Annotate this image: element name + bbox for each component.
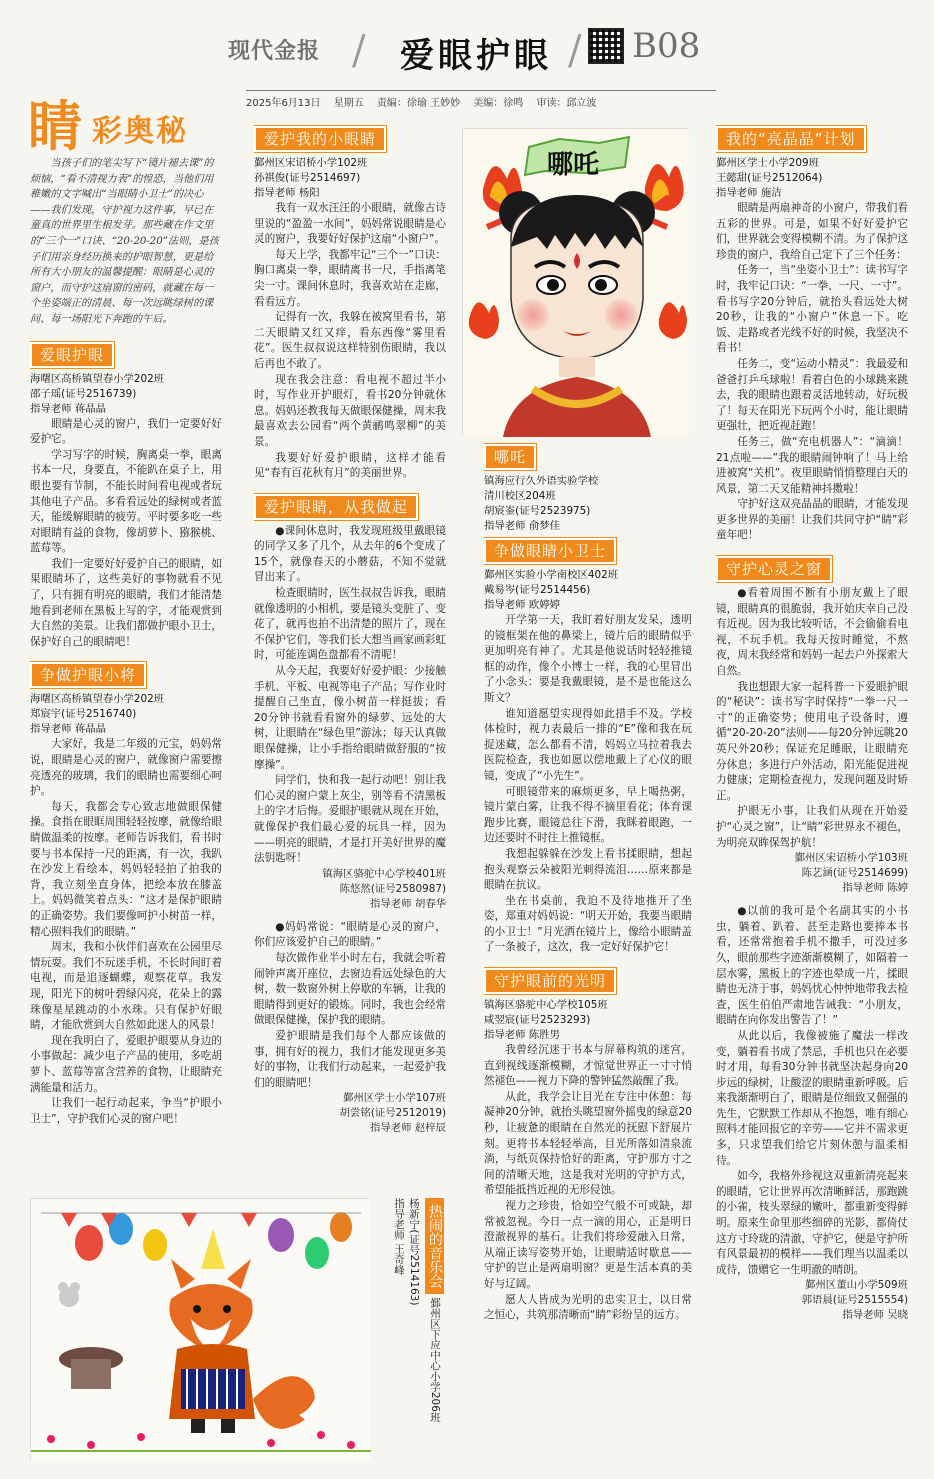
article xyxy=(716,552,908,1331)
paragraph: 任务二，变“运动小精灵”：我最爱和爸爸打乒乓球啦！看着白色的小球跳来跳去，我的眼睛也跟着灵活地转动，好玩极了！每天在阳光下玩两个小时，能让眼睛更强壮，把近视赶跑！ xyxy=(716,357,908,433)
paragraph: 我有一双水汪汪的小眼睛，就像古诗里说的“盈盈一水间”，妈妈常说眼睛是心灵的窗户，我要好好保护这扇“小窗户”。 xyxy=(254,202,446,246)
masthead xyxy=(222,22,712,84)
paragraph: ●看着周围不断有小朋友戴上了眼镜，眼睛真的很脆弱，我开始庆幸自己没有近视。因为我比较听话，不会偷偷看电视，不玩手机。我每天按时睡觉，不熬夜，周末我经常和妈妈一起去户外探索大自然。 xyxy=(716,587,908,678)
section-title: 爱眼护眼 xyxy=(400,36,552,76)
signature: 郭语晨(证号2515554) xyxy=(801,1294,908,1307)
paragraph: 开学第一天，我盯着好朋友发呆，透明的镜框架在他的鼻梁上，镜片后的眼睛似乎更加明亮有神了。尤其是他说话时轻轻推镜框的动作，像个小博士一样，我的心里冒出了小念头：要是我戴眼镜，是不是也能这么斯文？ xyxy=(484,614,692,704)
paragraph: 谁知道愿望实现得如此措手不及。学校体检时，视力表最后一排的“E”像和我在玩捉迷藏，怎么都看不清，妈妈立马拉着我去医院检查，我也如愿以偿地戴上了心仪的眼镜，变成了“小先生”。 xyxy=(484,707,692,782)
article xyxy=(254,490,446,1145)
byline: 鄞州区宋诏桥小学102班 xyxy=(254,157,368,169)
article xyxy=(484,534,692,964)
paragraph: ●课间休息时，我发现班级里戴眼镜的同学又多了几个，从去年的6个变成了15个，就像春天的小蘑菇，不知不觉就冒出来了。 xyxy=(254,524,446,584)
paragraph: 眼睛是心灵的窗户，我们一定要好好爱护它。 xyxy=(30,417,222,446)
signature: 指导老师 陈婷 xyxy=(842,882,908,895)
article-title: 爱护我的小眼睛 xyxy=(254,126,386,152)
paragraph: 检查眼睛时，医生叔叔告诉我，眼睛就像透明的小相机，要是镜头变脏了、变花了，就再也拍不出清楚的照片了，现在不保护它们，等我们长大想当画家画彩虹时，可能连调色盘都看不清呢！ xyxy=(254,587,446,662)
paragraph: 眼睛是两扇神奇的小窗户，带我们看五彩的世界。可是，如果不好好爱护它们，世界就会变得模糊不清。为了保护这珍贵的窗户，我给自己定下了三个任务： xyxy=(716,202,908,261)
caption-title: 哪吒 xyxy=(484,444,536,470)
paragraph: 学习写字的时候，胸离桌一拳，眼离书本一尺，身要直，不能趴在桌子上，用眼也要有节制，不能长时间看电视或者玩其他电子产品。多看看远处的绿树或者蓝天，能缓解眼睛的疲劳。平时要多吃一些对眼睛有益的食物，像胡萝卜、猕猴桃、蓝莓等。 xyxy=(30,448,222,555)
byline: 指导老师 杨阳 xyxy=(254,187,320,199)
page-number: B08 xyxy=(632,26,701,66)
paragraph: 守护好这双亮晶晶的眼睛，才能发现更多世界的美丽！让我们共同守护“睛”彩童年吧！ xyxy=(716,498,908,542)
signature: 鄞州区宋诏桥小学103班 xyxy=(794,852,908,865)
article xyxy=(716,122,908,552)
paragraph: 可眼镜带来的麻烦更多，早上喝热粥，镜片蒙白雾，让我不得不摘里看花；体育课跑步比赛，眼镜总往下滑，我眯着眼跑，一边还要时不时往上推镜框。 xyxy=(484,785,692,845)
fox-drawing xyxy=(30,1198,370,1460)
paper-name: 现代金报 xyxy=(228,38,321,64)
column-3 xyxy=(484,440,692,1470)
dateline: 2025年6月13日 星期五 责编：徐瑜 王妙妙 美编：徐鸣 审读：邱立波 xyxy=(246,90,716,109)
paragraph: 愿人人皆成为光明的忠实卫士，以日常之恒心，共筑那清晰而“睛”彩纷呈的远方。 xyxy=(484,1293,692,1322)
paragraph: ●以前的我可是个名副其实的小书虫，躺着、趴着、甚至走路也要捧本书看，还常常抱着手机不撒手，可没过多久，眼前那些字迹渐渐模糊了，如隔着一层水雾，黑板上的字迹也晕成一片，揉眼睛也无济于事，妈妈忧心忡忡地带我去检查，医生伯伯严肃地告诫我：“小朋友，眼睛在向你发出警告了！” xyxy=(716,905,908,1027)
intro-text: 当孩子们的笔尖写下“镜片褪去课”的烦恼，“看不清视力表”的惶恐，当他们用稚嫩的文字喊出“当眼睛小卫士”的决心——我们发现，守护视力这件事，早已在童真的世界里生根发芽。那些藏在作文里的“三个一”口诀、“20-20-20”法则，是孩子们用亲身经历换来的护眼智慧，更是给所有大小朋友的温馨提醒：眼睛是心灵的窗户，而守护这扇窗的密码，就藏在每一个坐姿端正的清晨、每一次远眺绿树的课间、每一场阳光下奔跑的午后。 xyxy=(30,158,219,325)
article xyxy=(254,122,446,490)
article-title: 争做护眼小将 xyxy=(30,662,146,688)
section-logo: 睛 彩奥秘 xyxy=(28,94,188,158)
drawing-caption: 哪吒 镇海应行久外语实验学校 清川校区204班 胡宸崟(证号2523975) 指导老师 俞梦佳 xyxy=(484,440,692,534)
spacer xyxy=(716,544,908,552)
column-4 xyxy=(716,122,908,1467)
paragraph: 任务一，当“坐姿小卫士”：读书写字时，我牢记口诀：“一拳、一尺、一寸”。看书写字20分钟后，就抬头看远处大树20秒，让我的“小窗户”休息一下。吃饭、走路或者光线不好的时候，我坚决不看书！ xyxy=(716,264,908,355)
paragraph: 现在我明白了，爱眼护眼要从身边的小事做起：减少电子产品的使用，多吃胡萝卜、蓝莓等富含营养的食物，让眼睛充满能量和活力。 xyxy=(30,1034,222,1094)
spacer xyxy=(30,650,222,658)
signature: 指导老师 赵梓辰 xyxy=(369,1122,446,1135)
paragraph: 同学们，快和我一起行动吧！别让我们心灵的窗户蒙上灰尘，别等看不清黑板上的字才后悔。爱眼护眼就从现在开始，就像保护我们最心爱的玩具一样，因为——明亮的眼睛，才是打开美好世界的魔法钥匙呀！ xyxy=(254,774,446,865)
article xyxy=(484,964,692,1332)
article-title: 守护眼前的光明 xyxy=(484,968,616,994)
byline: 鄞州区实验小学南校区402班 xyxy=(484,569,619,581)
paragraph: 护眼无小事，让我们从现在开始爱护“心灵之窗”，让“睛”彩世界永不褪色，为明亮双眸保驾护航！ xyxy=(716,805,908,849)
byline: 海曙区高桥镇望春小学202班 xyxy=(30,372,165,385)
signature: 陈艺涵(证号2514699) xyxy=(801,867,908,880)
paragraph: 周末，我和小伙伴们喜欢在公园里尽情玩耍。我们不玩迷手机，不长时间盯着电视，而是追逐蝴蝶，观察花草。我发现，阳光下的树叶碧绿闪亮，花朵上的露珠像星星跳动的小水珠。只有保护好眼睛，才能欣赏到大自然如此迷人的风景！ xyxy=(30,941,222,1032)
drawing-banner-text: 哪吒 xyxy=(547,150,600,180)
signature: 指导老师 胡春华 xyxy=(369,897,446,910)
article-title: 爱护眼睛，从我做起 xyxy=(254,494,418,520)
byline: 镇海区骆驼中心学校105班 xyxy=(484,999,608,1012)
byline: 咸翌宸(证号2523293) xyxy=(484,1014,591,1027)
paragraph: 从此以后，我像被施了魔法一样改变，躺着看书成了禁忌，手机也只在必要时才用，每看30分钟书就坚决起身向20步远的绿树，让酸涩的眼睛重新呼吸。后来我渐渐明白了，眼睛是位细致又倔强的先生，它默默工作却从不抱怨，唯有细心照料才能回报它的辛劳——它并不需求更多，只求望我们给它片刻休憩与温柔相待。 xyxy=(716,1029,908,1167)
byline: 指导老师 欧婷婷 xyxy=(484,599,561,611)
article xyxy=(30,338,222,659)
byline: 指导老师 施洁 xyxy=(716,187,782,199)
spacer xyxy=(716,1323,908,1331)
paragraph: 我要好好爱护眼睛，这样才能看见“春有百花秋有月”的美丽世界。 xyxy=(254,451,446,480)
paragraph: 我们一定要好好爱护自己的眼睛，如果眼睛坏了，这些美好的事物就看不见了，只有拥有明亮的眼睛，我们才能清楚地看到老师在黑板上写的字，才能观赏到大自然的美景。让我们都做护眼小卫士，保护好自己的眼睛吧！ xyxy=(30,557,222,648)
paragraph: 每天上学，我都牢记“三个一”口诀：胸口离桌一拳，眼睛离书一尺，手指离笔尖一寸。课间休息时，我喜欢站在走廊，看看远方。 xyxy=(254,248,446,308)
byline: 王懿甜(证号2512064) xyxy=(716,172,823,184)
paragraph: 我也想跟大家一起科普一下爱眼护眼的“秘诀”：读书写字时保持“一拳一尺一寸”的正确姿势；使用电子设备时，遵循“20-20-20”法则——每20分钟远眺20英尺外20秒；保证充足睡眠，让眼睛充分休息；多进行户外活动，阳光能促进视力健康；定期检查视力，发现问题及时矫正。 xyxy=(716,680,908,802)
byline: 郑宸宇(证号2516740) xyxy=(30,708,137,721)
byline: 指导老师 蒋晶晶 xyxy=(30,723,107,736)
signature: 镇海区骆驼中心学校401班 xyxy=(322,867,446,880)
paragraph: 每次做作业半小时左右，我就会听着闹钟声离开座位，去窗边看远处绿色的大树，数一数窗外树上停歇的车辆，让我的眼睛得到更好的锻炼。同时，我也会经常做眼保健操，保护我的眼睛。 xyxy=(254,951,446,1027)
article-title: 我的“亮晶晶”计划 xyxy=(716,126,866,152)
article-title: 守护心灵之窗 xyxy=(716,556,832,582)
paragraph: 大家好，我是二年级的元宝，妈妈常说，眼睛是心灵的窗户，就像窗户需要擦亮透亮的玻璃，我们的眼睛也需要细心呵护。 xyxy=(30,738,222,798)
spacer xyxy=(254,482,446,490)
byline: 邵子瑶(证号2516739) xyxy=(30,387,137,400)
paragraph: ●妈妈常说：“眼睛是心灵的窗户，你们应该爱护自己的眼睛。” xyxy=(254,920,446,949)
article xyxy=(30,658,222,1135)
paragraph: 坐在书桌前，我迫不及待地推开了坐姿，郑重对妈妈说：“明天开始，我要当眼睛的小卫士！”月光洒在镜片上，像给小眼睛盖了一条被子，这次，我一定好好保护它！ xyxy=(484,894,692,954)
article-title: 爱眼护眼 xyxy=(30,342,114,368)
column-1 xyxy=(30,156,222,1186)
masthead-divider: / xyxy=(352,28,366,74)
byline: 指导老师 蒋晶晶 xyxy=(30,402,107,415)
paragraph: 如今，我格外珍视这双重新清亮起来的眼睛，它让世界再次清晰鲜活，那跑跳的小雀，枝头翠绿的嫩叶，都重新变得鲜明。原来生命里那些细碎的光影，都倚仗这方寸玲珑的清澈，守护它，便是守护所有风景最初的模样——我们理当以温柔以成待，馈赠它一生明澈的晴朗。 xyxy=(716,1170,908,1276)
signature: 鄞州区学士小学107班 xyxy=(343,1092,446,1105)
signature: 陈悠然(证号2580987) xyxy=(339,882,446,895)
masthead-divider: / xyxy=(568,28,582,74)
paragraph: 让我们一起行动起来，争当“护眼小卫士”，守护我们心灵的窗户吧！ xyxy=(30,1097,222,1125)
spacer xyxy=(254,912,446,920)
qr-code-icon[interactable] xyxy=(588,28,624,64)
fox-caption: 热闹的音乐会 鄞州区下应中心小学206班 杨新宁(证号2514163) 指导老师 王奇峰 xyxy=(393,1198,443,1423)
signature: 胡尝铭(证号2512019) xyxy=(339,1107,446,1120)
paragraph: 从此，我学会让目光在专注中休憩：每凝神20分钟，就抬头眺望窗外摇曳的绿意20秒，让疲惫的眼睛在自然光的抚慰下舒展片刻。更将书本轻轻举高，目光所落如清泉流淌，与纸页保持恰好的距离，守护那方寸之间的清晰天地，这是我对光明的守护方式，希望能抵挡近视的无形侵蚀。 xyxy=(484,1090,692,1197)
nezha-drawing xyxy=(462,128,688,436)
paragraph: 爱护眼睛是我们每个人都应该做的事，拥有好的视力，我们才能发现更多美好的事物，让我们行动起来，一起爱护我们的眼睛吧！ xyxy=(254,1029,446,1089)
byline: 孙祺俊(证号2514697) xyxy=(254,172,361,184)
spacer xyxy=(484,1324,692,1332)
paragraph: 任务三，做“充电机器人”：“滴滴！21点啦——”我的眼睛闹钟响了！马上给进被窝“关机”。夜里眼睛悄悄整理白天的风景，第二天又能精神抖擞啦！ xyxy=(716,435,908,495)
paragraph: 现在我会注意：看电视不超过半小时，写作业开护眼灯，看书20分钟就休息。妈妈还教我每天做眼保健操，周末我最喜欢去公园看“两个黄鹂鸣翠柳”的美景。 xyxy=(254,373,446,448)
spacer xyxy=(30,1127,222,1135)
spacer xyxy=(254,1136,446,1144)
paragraph: 从今天起，我要好好爱护眼：少接触手机、平板、电视等电子产品；写作业时提醒自己坐直，像小树苗一样挺拔；看20分钟书就看看窗外的绿萝、远处的大树，让眼睛在“绿色里”游泳；每天认真做眼保健操，让小手指给眼睛做舒服的“按摩操”。 xyxy=(254,665,446,771)
fox-caption-title: 热闹的音乐会 xyxy=(425,1198,444,1294)
spacer xyxy=(484,956,692,964)
byline: 戴易岑(证号2514456) xyxy=(484,584,591,596)
paragraph: 我曾经沉迷于书本与屏幕构筑的迷宫，直到视线逐渐模糊，才惊觉世界正一寸寸悄然褪色——视力下降的警钟猛然敲醒了我。 xyxy=(484,1044,692,1088)
signature: 鄞州区董山小学509班 xyxy=(805,1279,908,1292)
paragraph: 记得有一次，我躲在被窝里看书，第二天眼睛又红又痒，看东西像“雾里看花”。医生叔叔说这样特别伤眼睛，我以后再也不敢了。 xyxy=(254,311,446,370)
byline: 指导老师 陈胜男 xyxy=(484,1029,561,1042)
column-2 xyxy=(254,122,446,1192)
paragraph: 每天，我都会专心致志地做眼保健操。食指在眼眶周围轻轻按摩，就像给眼睛做温柔的按摩。老师告诉我们，看书时要与书本保持一尺的距离，有一次，我趴在沙发上看绘本，妈妈轻轻拍了拍我的背，我立刻坐直身体，把绘本放在膝盖上。妈妈微笑着点头：“这才是保护眼睛的正确姿势。我们要像呵护小树苗一样，精心照料我们的眼睛。” xyxy=(30,800,222,938)
byline: 鄞州区学士小学209班 xyxy=(716,157,819,169)
paragraph: 视力之珍贵，恰如空气般不可或缺，却常被忽视。今日一点一滴的用心，正是明日澄澈视界的基石。让我们将珍爱融入日常，从端正读写姿势开始，让眼睛适时歇息——守护的岂止是两扇明窗？更是生活本真的美好与辽阔。 xyxy=(484,1200,692,1290)
article-title: 争做眼睛小卫士 xyxy=(484,538,616,564)
paragraph: 我想起躲躲在沙发上看书揉眼睛，想起抱头观察云朵被阳光刺得流泪……原来都是眼睛在抗议。 xyxy=(484,847,692,892)
byline: 海曙区高桥镇望春小学202班 xyxy=(30,693,165,706)
signature: 指导老师 吴晓 xyxy=(842,1309,908,1322)
spacer xyxy=(716,896,908,904)
